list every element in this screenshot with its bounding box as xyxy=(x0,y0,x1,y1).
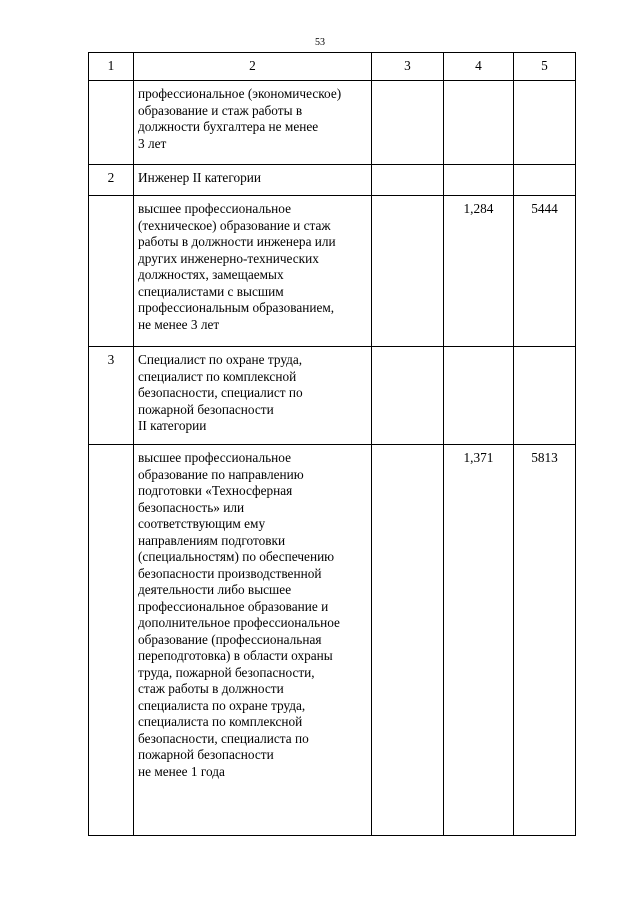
requirements-line: высшее профессиональное xyxy=(138,450,291,465)
requirements-line: должностях, замещаемых xyxy=(138,267,284,282)
requirements-line: профессиональным образованием, xyxy=(138,300,335,315)
position-title-line: Специалист по охране труда, xyxy=(138,352,303,367)
requirements-line: подготовки «Техносферная xyxy=(138,483,293,498)
header-cell-4: 4 xyxy=(444,53,514,81)
table-row xyxy=(89,347,576,445)
table-row xyxy=(89,196,576,347)
requirements-line: других инженерно-технических xyxy=(138,250,319,266)
amount-cell xyxy=(514,81,576,165)
requirements-line: (техническое) образование и стаж xyxy=(138,217,331,233)
requirements-line: безопасность» или xyxy=(138,499,245,515)
col3-cell xyxy=(372,81,444,165)
col3-cell xyxy=(372,165,444,196)
row-number-cell: 3 xyxy=(89,347,134,445)
requirements-line: безопасности, специалиста по xyxy=(138,730,309,746)
requirements-line: не менее 1 года xyxy=(138,763,225,779)
qualification-table xyxy=(88,52,576,836)
requirements-line: работы в должности инженера или xyxy=(138,234,336,249)
requirements-line: специалистами с высшим xyxy=(138,283,284,299)
requirements-cell xyxy=(134,81,372,165)
header-cell-2: 2 xyxy=(134,53,372,81)
requirements-line: высшее профессиональное xyxy=(138,201,291,216)
requirements-line: труда, пожарной безопасности, xyxy=(138,664,315,680)
position-title-cell xyxy=(134,165,372,196)
row-number-cell xyxy=(89,196,134,347)
requirements-line: дополнительное профессиональное xyxy=(138,615,340,630)
requirements-line: 3 лет xyxy=(138,135,167,151)
amount-cell: 5444 xyxy=(514,196,576,347)
requirements-line: специалиста по комплексной xyxy=(138,714,303,729)
row-number-cell: 2 xyxy=(89,165,134,196)
position-title-line: специалист по комплексной xyxy=(138,368,297,384)
requirements-line: (специальностям) по обеспечению xyxy=(138,549,335,564)
requirements-line: образование по направлению xyxy=(138,466,304,482)
coefficient-cell xyxy=(444,81,514,165)
table-row xyxy=(89,81,576,165)
requirements-line: переподготовка) в области охраны xyxy=(138,648,333,663)
requirements-line: направлениям подготовки xyxy=(138,532,286,548)
coefficient-cell: 1,371 xyxy=(444,445,514,836)
page-number: 53 xyxy=(315,37,325,48)
requirements-line: образование (профессиональная xyxy=(138,631,322,647)
position-title-line: пожарной безопасности xyxy=(138,401,274,417)
table-header-row xyxy=(89,53,576,81)
requirements-line: специалиста по охране труда, xyxy=(138,697,306,713)
coefficient-cell xyxy=(444,165,514,196)
amount-cell: 5813 xyxy=(514,445,576,836)
requirements-line: образование и стаж работы в xyxy=(138,102,303,118)
position-title-cell xyxy=(134,347,372,445)
requirements-line: профессиональное (экономическое) xyxy=(138,86,342,101)
header-cell-1: 1 xyxy=(89,53,134,81)
amount-cell xyxy=(514,347,576,445)
table-row xyxy=(89,445,576,836)
requirements-line: должности бухгалтера не менее xyxy=(138,119,319,134)
requirements-cell xyxy=(134,445,372,836)
col3-cell xyxy=(372,196,444,347)
coefficient-cell: 1,284 xyxy=(444,196,514,347)
requirements-line: не менее 3 лет xyxy=(138,316,220,332)
col3-cell xyxy=(372,347,444,445)
requirements-line: пожарной безопасности xyxy=(138,747,274,762)
row-number-cell xyxy=(89,81,134,165)
position-title-line: безопасности, специалист по xyxy=(138,385,303,400)
requirements-cell xyxy=(134,196,372,347)
requirements-line: безопасности производственной xyxy=(138,565,322,581)
header-cell-5: 5 xyxy=(514,53,576,81)
coefficient-cell xyxy=(444,347,514,445)
header-cell-3: 3 xyxy=(372,53,444,81)
table-row xyxy=(89,165,576,196)
requirements-line: деятельности либо высшее xyxy=(138,582,292,597)
row-number-cell xyxy=(89,445,134,836)
requirements-line: соответствующим ему xyxy=(138,516,266,531)
position-title: Инженер II категории xyxy=(138,170,261,185)
position-title-line: II категории xyxy=(138,418,207,433)
requirements-line: стаж работы в должности xyxy=(138,681,284,696)
requirements-line: профессиональное образование и xyxy=(138,598,329,614)
amount-cell xyxy=(514,165,576,196)
col3-cell xyxy=(372,445,444,836)
